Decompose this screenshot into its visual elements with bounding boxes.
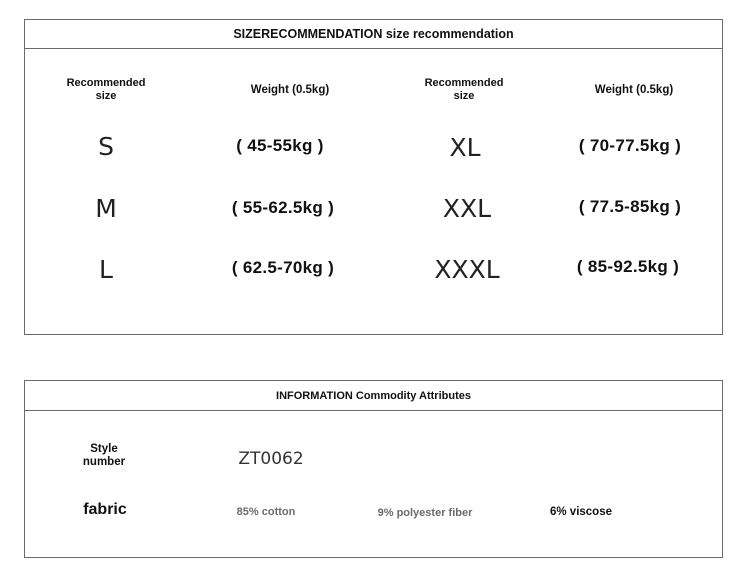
size-recommendation-panel bbox=[24, 19, 723, 335]
fabric-viscose: 6% viscose bbox=[549, 506, 612, 518]
size-xxl: XXL bbox=[442, 194, 492, 223]
fabric-polyester: 9% polyester fiber bbox=[377, 507, 473, 519]
weight-range-xxl: ( 77.5-85kg ) bbox=[578, 197, 682, 216]
weight-range-m: ( 55-62.5kg ) bbox=[231, 198, 335, 217]
size-m: M bbox=[95, 194, 117, 223]
fabric-cotton: 85% cotton bbox=[236, 506, 296, 518]
size-xxxl: XXXL bbox=[434, 255, 500, 284]
header-recommended-size-right: Recommended size bbox=[424, 77, 504, 102]
style-number-value: ZT0062 bbox=[238, 449, 304, 469]
style-number-label: Style number bbox=[82, 443, 126, 468]
size-table-title: SIZERECOMMENDATION size recommendation bbox=[25, 20, 722, 49]
size-xl: XL bbox=[449, 133, 481, 162]
weight-range-l: ( 62.5-70kg ) bbox=[231, 258, 335, 277]
header-weight-left: Weight (0.5kg) bbox=[250, 84, 330, 96]
commodity-attributes-panel bbox=[24, 380, 723, 558]
weight-range-xxxl: ( 85-92.5kg ) bbox=[576, 257, 680, 276]
info-title: INFORMATION Commodity Attributes bbox=[25, 381, 722, 411]
header-recommended-size-left: Recommended size bbox=[66, 77, 146, 102]
size-s: S bbox=[98, 132, 114, 161]
header-weight-right: Weight (0.5kg) bbox=[594, 84, 674, 96]
size-l: L bbox=[99, 255, 113, 284]
weight-range-xl: ( 70-77.5kg ) bbox=[578, 136, 682, 155]
weight-range-s: ( 45-55kg ) bbox=[236, 136, 324, 155]
fabric-label: fabric bbox=[83, 501, 127, 518]
